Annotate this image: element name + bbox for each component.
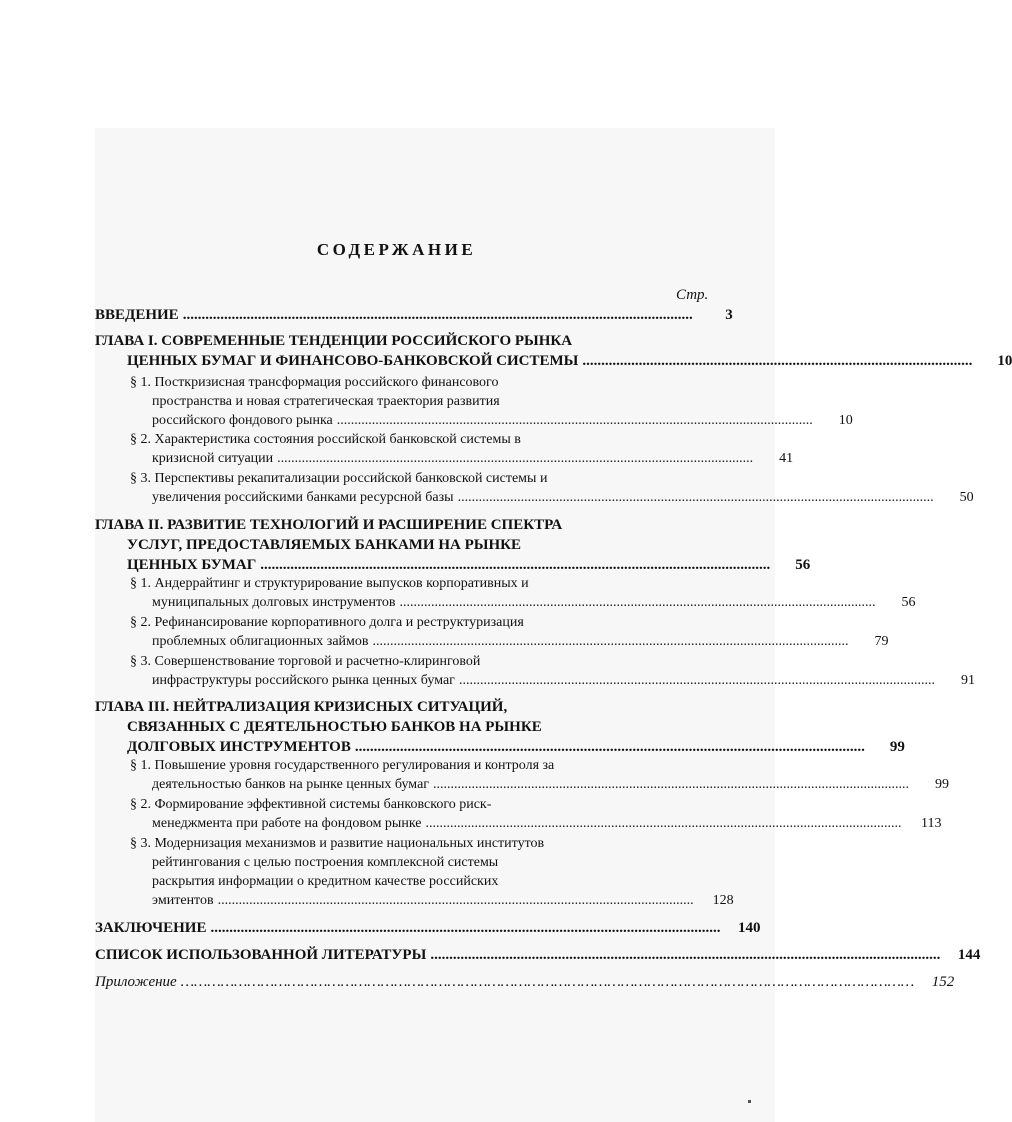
page-number: 113 bbox=[921, 816, 942, 831]
toc-entry-ch1-sec3 bbox=[130, 469, 974, 507]
toc-entry-ch2-sec3 bbox=[130, 652, 975, 690]
entry-text: эмитентов bbox=[152, 893, 214, 908]
dot-leader: ………………………………………………………………………………………………………………………………………………… bbox=[180, 974, 915, 990]
entry-text: инфраструктуры российского рынка ценных бумаг bbox=[152, 673, 455, 688]
dot-leader: ........................................................................................................................................ bbox=[182, 307, 693, 323]
entry-text: кризисной ситуации bbox=[152, 451, 274, 466]
toc-title: СОДЕРЖАНИЕ bbox=[316, 240, 477, 259]
toc-entry-ch1-sec1 bbox=[130, 373, 853, 430]
entry-text: менеджмента при работе на фондовом рынке bbox=[152, 816, 422, 831]
entry-text: ГЛАВА I. СОВРЕМЕННЫЕ ТЕНДЕНЦИИ РОССИЙСКОГО РЫНКА bbox=[95, 333, 573, 349]
page-number: 50 bbox=[959, 490, 974, 505]
entry-text: СПИСОК ИСПОЛЬЗОВАННОЙ ЛИТЕРАТУРЫ bbox=[95, 947, 427, 963]
entry-text: § 1. Посткризисная трансформация российского финансового bbox=[130, 375, 499, 390]
dot-leader: ........................................................................................................ bbox=[582, 353, 973, 369]
page-column-label: Стр. bbox=[676, 287, 709, 303]
toc-entry-conclusion bbox=[95, 918, 761, 938]
dot-leader: ........................................................................................................................................ bbox=[277, 451, 754, 466]
entry-text: § 1. Андеррайтинг и структурирование выпусков корпоративных и bbox=[130, 576, 529, 591]
dot-leader: ........................................................................................................................................ bbox=[399, 595, 876, 610]
entry-text: ГЛАВА II. РАЗВИТИЕ ТЕХНОЛОГИЙ И РАСШИРЕНИЕ СПЕКТРА bbox=[95, 517, 563, 533]
dot-leader: ........................................................................................................................................ bbox=[457, 490, 934, 505]
entry-text: § 2. Формирование эффективной системы банковского риск- bbox=[130, 797, 492, 812]
page-number: 41 bbox=[779, 451, 794, 466]
toc-entry-ch2-sec2 bbox=[130, 613, 889, 651]
dot-leader: ........................................................................................................................................ bbox=[425, 816, 902, 831]
page-number: 91 bbox=[960, 673, 975, 688]
page-number: 99 bbox=[889, 739, 905, 755]
dot-leader: ........................................................................................................................................ bbox=[217, 893, 694, 908]
page-number: 144 bbox=[957, 947, 981, 963]
page-number: 79 bbox=[874, 634, 889, 649]
dot-leader: ........................................................................................................................................ bbox=[210, 920, 721, 936]
entry-text: деятельностью банков на рынке ценных бумаг bbox=[152, 777, 430, 792]
entry-text: раскрытия информации о кредитном качестве российских bbox=[152, 874, 499, 889]
entry-text: ЦЕННЫХ БУМАГ И ФИНАНСОВО-БАНКОВСКОЙ СИСТЕМЫ bbox=[127, 353, 579, 369]
entry-text: УСЛУГ, ПРЕДОСТАВЛЯЕМЫХ БАНКАМИ НА РЫНКЕ bbox=[127, 537, 522, 553]
entry-text: § 3. Модернизация механизмов и развитие национальных институтов bbox=[130, 836, 545, 851]
entry-text: рейтингования с целью построения комплексной системы bbox=[152, 855, 499, 870]
page-number: 56 bbox=[795, 557, 811, 573]
dot-leader: ........................................................................................................................................ bbox=[458, 673, 935, 688]
page-number: 56 bbox=[901, 595, 916, 610]
toc-entry-ch3-sec3 bbox=[130, 834, 734, 910]
page-number: 3 bbox=[725, 307, 733, 323]
entry-text: проблемных облигационных займов bbox=[152, 634, 369, 649]
dot-leader: ........................................................................................................................................ bbox=[372, 634, 849, 649]
page-number: 10 bbox=[997, 353, 1012, 369]
toc-entry-appendix bbox=[95, 972, 955, 992]
entry-text: ЗАКЛЮЧЕНИЕ bbox=[95, 920, 207, 936]
dot-leader: ........................................................................................................................................ bbox=[430, 947, 941, 963]
entry-text: российского фондового рынка bbox=[152, 413, 333, 428]
page-number: 152 bbox=[931, 974, 955, 990]
scan-speck bbox=[748, 1100, 751, 1103]
entry-text: § 1. Повышение уровня государственного регулирования и контроля за bbox=[130, 758, 555, 773]
toc-entry-chapter-1 bbox=[95, 331, 1012, 371]
toc-entry-ch1-sec2 bbox=[130, 430, 794, 468]
page-number: 128 bbox=[712, 893, 734, 908]
dot-leader: ........................................................................................................................................ bbox=[354, 739, 865, 755]
entry-text: § 3. Перспективы рекапитализации российской банковской системы и bbox=[130, 471, 548, 486]
entry-text: увеличения российскими банками ресурсной базы bbox=[152, 490, 454, 505]
entry-text: § 3. Совершенствование торговой и расчетно-клиринговой bbox=[130, 654, 481, 669]
dot-leader: ........................................................................................................................................ bbox=[336, 413, 813, 428]
entry-text: § 2. Характеристика состояния российской банковской системы в bbox=[130, 432, 521, 447]
page-number: 99 bbox=[935, 777, 950, 792]
toc-entry-chapter-3 bbox=[95, 697, 905, 757]
toc-entry-ch3-sec2 bbox=[130, 795, 942, 833]
toc-entry-ch2-sec1 bbox=[130, 574, 916, 612]
page-number: 140 bbox=[737, 920, 761, 936]
toc-entry-chapter-2 bbox=[95, 515, 811, 575]
entry-text: ДОЛГОВЫХ ИНСТРУМЕНТОВ bbox=[127, 739, 351, 755]
entry-text: § 2. Рефинансирование корпоративного долга и реструктуризация bbox=[130, 615, 524, 630]
dot-leader: ........................................................................................................................................ bbox=[433, 777, 910, 792]
entry-text: Приложение bbox=[95, 974, 177, 990]
page-number: 10 bbox=[838, 413, 853, 428]
entry-text: пространства и новая стратегическая траектория развития bbox=[152, 394, 500, 409]
dot-leader: ........................................................................................................................................ bbox=[260, 557, 771, 573]
entry-text: СВЯЗАННЫХ С ДЕЯТЕЛЬНОСТЬЮ БАНКОВ НА РЫНКЕ bbox=[127, 719, 542, 735]
entry-text: ЦЕННЫХ БУМАГ bbox=[127, 557, 257, 573]
toc-entry-ch3-sec1 bbox=[130, 756, 950, 794]
entry-text: муниципальных долговых инструментов bbox=[152, 595, 396, 610]
toc-entry-bibliography bbox=[95, 945, 981, 965]
entry-text: ВВЕДЕНИЕ bbox=[95, 307, 179, 323]
toc-entry-introduction bbox=[95, 305, 733, 325]
entry-text: ГЛАВА III. НЕЙТРАЛИЗАЦИЯ КРИЗИСНЫХ СИТУАЦИЙ, bbox=[95, 699, 508, 715]
